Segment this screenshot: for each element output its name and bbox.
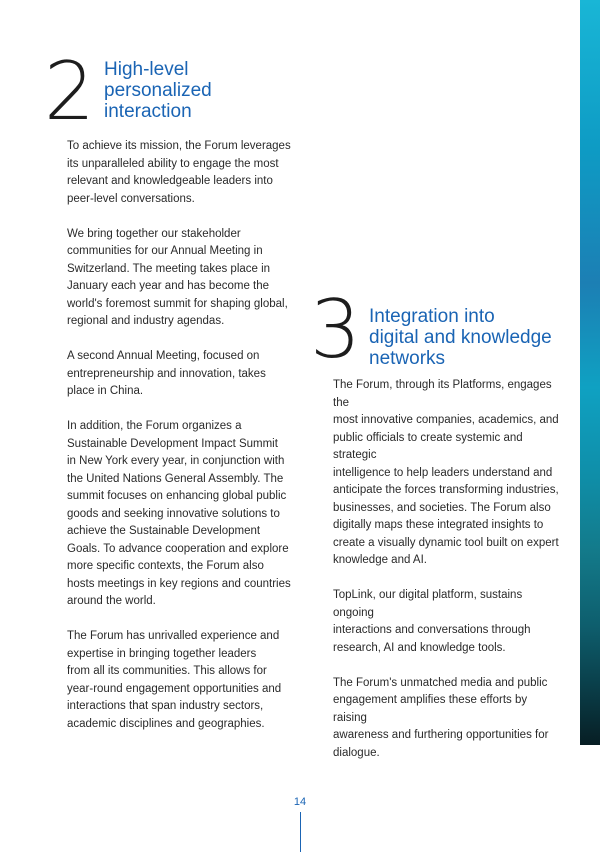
body-paragraph [67,226,297,331]
decorative-side-strip [580,0,600,745]
text-line: public officials to create systemic and strategic [333,431,523,461]
text-line: world's foremost summit for shaping global, [67,297,288,310]
text-line: engagement amplifies these efforts by raising [333,694,528,724]
text-line: around the world. [67,595,156,607]
section-3-heading [369,306,552,369]
text-line: January each year and has become the [67,280,270,292]
text-line: more specific contexts, the Forum also [67,560,264,572]
section-3-number: 3 [310,283,361,376]
text-line: in New York every year, in conjunction with [67,455,285,467]
body-paragraph [67,348,297,401]
text-line: knowledge and AI. [333,554,427,566]
text-line: the United Nations General Assembly. The [67,472,284,485]
page-number-rule [300,812,301,852]
text-line: most innovative companies, academics, and [333,414,559,426]
text-line: communities for our Annual Meeting in [67,245,263,257]
strip-gap [580,745,600,852]
text-line: expertise in bringing together leaders [67,647,257,660]
heading-line: Integration into [369,306,495,327]
text-line: The Forum, through its Platforms, engages the [333,379,552,409]
section-2-heading [104,59,212,122]
heading-line: personalized [104,80,212,101]
text-line: anticipate the forces transforming industries, [333,484,559,496]
text-line: entrepreneurship and innovation, takes [67,367,266,380]
heading-line: networks [369,348,446,369]
text-line: its unparalleled ability to engage the most [67,157,279,170]
text-line: relevant and knowledgeable leaders into [67,175,273,187]
body-paragraph [67,628,297,733]
text-line: interactions that span industry sectors, [67,700,264,712]
page-number: 14 [293,796,307,808]
text-line: dialogue. [333,746,380,759]
body-paragraph [333,377,563,570]
text-line: academic disciplines and geographies. [67,717,265,730]
section-3-body [333,377,563,780]
body-paragraph [333,675,563,763]
body-paragraph [67,418,297,611]
text-line: The Forum's unmatched media and public [333,676,548,689]
text-line: interactions and conversations through [333,624,531,636]
text-line: year-round engagement opportunities and [67,682,282,695]
text-line: goods and seeking innovative solutions to [67,507,280,520]
text-line: from all its communities. This allows for [67,665,267,677]
text-line: TopLink, our digital platform, sustains ongoing [333,589,523,619]
text-line: businesses, and societies. The Forum also [333,501,551,514]
heading-line: High-level [104,59,189,80]
text-line: awareness and furthering opportunities for [333,729,549,741]
section-2-body [67,138,297,751]
text-line: digitally maps these integrated insights to [333,519,544,531]
body-paragraph [333,587,563,657]
text-line: The Forum has unrivalled experience and [67,630,280,642]
text-line: place in China. [67,385,144,397]
text-line: hosts meetings in key regions and countries [67,577,291,590]
text-line: research, AI and knowledge tools. [333,641,506,654]
heading-line: interaction [104,101,192,122]
text-line: peer-level conversations. [67,192,195,205]
text-line: summit focuses on enhancing global public [67,490,287,502]
heading-line: digital and knowledge [369,327,552,348]
text-line: intelligence to help leaders understand and [333,466,553,479]
text-line: Sustainable Development Impact Summit [67,437,278,450]
text-line: A second Annual Meeting, focused on [67,350,260,362]
body-paragraph [67,138,297,208]
text-line: To achieve its mission, the Forum leverages [67,140,291,152]
text-line: create a visually dynamic tool built on expert [333,536,559,549]
text-line: In addition, the Forum organizes a [67,420,242,432]
text-line: Switzerland. The meeting takes place in [67,262,271,275]
text-line: Goals. To advance cooperation and explore [67,542,289,555]
text-line: regional and industry agendas. [67,315,225,327]
text-line: achieve the Sustainable Development [67,525,261,537]
text-line: We bring together our stakeholder [67,227,241,240]
section-2-number: 2 [44,45,95,138]
